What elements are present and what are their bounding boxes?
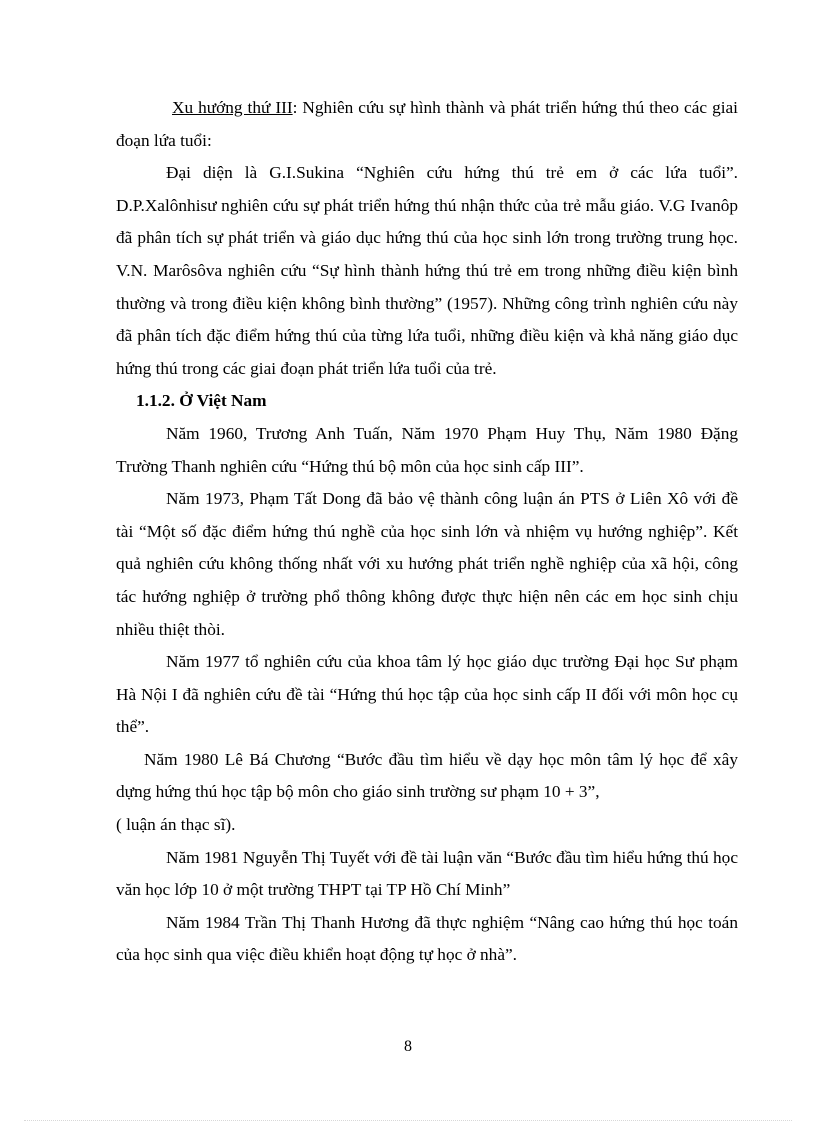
paragraph-1973: Năm 1973, Phạm Tất Dong đã bảo vệ thành công luận án PTS ở Liên Xô với đề tài “Một số đặc điểm hứng thú nghề của học sinh lớn và nhiệm vụ hướng nghiệp”. Kết quả nghiên cứu không thống nhất với xu hướng phát triển nghề nghiệp của xã hội, công tác hướng nghiệp ở trường phổ thông không được thực hiện nên các em học sinh chịu nhiều thiệt thòi. xyxy=(116,489,738,639)
paragraph-1977: Năm 1977 tổ nghiên cứu của khoa tâm lý học giáo dục trường Đại học Sư phạm Hà Nội I đã nghiên cứu đề tài “Hứng thú học tập của học sinh cấp II đối với môn học cụ thể”. xyxy=(116,652,738,737)
paragraph-1984: Năm 1984 Trần Thị Thanh Hương đã thực nghiệm “Nâng cao hứng thú học toán của học sinh qua việc điều khiển hoạt động tự học ở nhà”. xyxy=(116,912,738,965)
trend-three-label: Xu hướng thứ III xyxy=(172,98,293,117)
paragraph-representatives: Đại diện là G.I.Sukina “Nghiên cứu hứng thú trẻ em ở các lứa tuổi”. D.P.Xalônhisư nghiên cứu sự phát triển hứng thú nhận thức của trẻ mẫu giáo. V.G Ivanôp đã phân tích sự phát triển và giáo dục hứng thú của học sinh lớn trong trường trung học. V.N. Marôsôva nghiên cứu “Sự hình thành hứng thú trẻ em trong những điều kiện bình thường và trong điều kiện không bình thường” (1957). Những công trình nghiên cứu này đã phân tích đặc điểm hứng thú của từng lứa tuổi, những điều kiện và khả năng giáo dục hứng thú trong các giai đoạn phát triển lứa tuổi của trẻ. xyxy=(116,163,738,378)
trend-three-text: : Nghiên cứu sự hình thành và phát triển hứng thú theo các giai đoạn lứa tuổi: xyxy=(116,98,738,150)
paragraph-1960: Năm 1960, Trương Anh Tuấn, Năm 1970 Phạm Huy Thụ, Năm 1980 Đặng Trường Thanh nghiên cứu “Hứng thú bộ môn của học sinh cấp III”. xyxy=(116,423,738,476)
paragraph-trend-three xyxy=(116,92,738,157)
paragraph-1981: Năm 1981 Nguyễn Thị Tuyết với đề tài luận văn “Bước đầu tìm hiểu hứng thú học văn học lớp 10 ở một trường THPT tại TP Hồ Chí Minh” xyxy=(116,847,738,900)
document-body xyxy=(116,92,738,972)
page-number: 8 xyxy=(404,1038,412,1055)
paragraph-1980: Năm 1980 Lê Bá Chương “Bước đầu tìm hiểu về dạy học môn tâm lý học để xây dựng hứng thú học tập bộ môn cho giáo sinh trường sư phạm 10 + 3”, xyxy=(116,749,738,802)
section-heading-vietnam: 1.1.2. Ở Việt Nam xyxy=(136,391,267,411)
page-bottom-divider xyxy=(24,1120,792,1121)
paragraph-1980-note: ( luận án thạc sĩ). xyxy=(116,815,236,835)
